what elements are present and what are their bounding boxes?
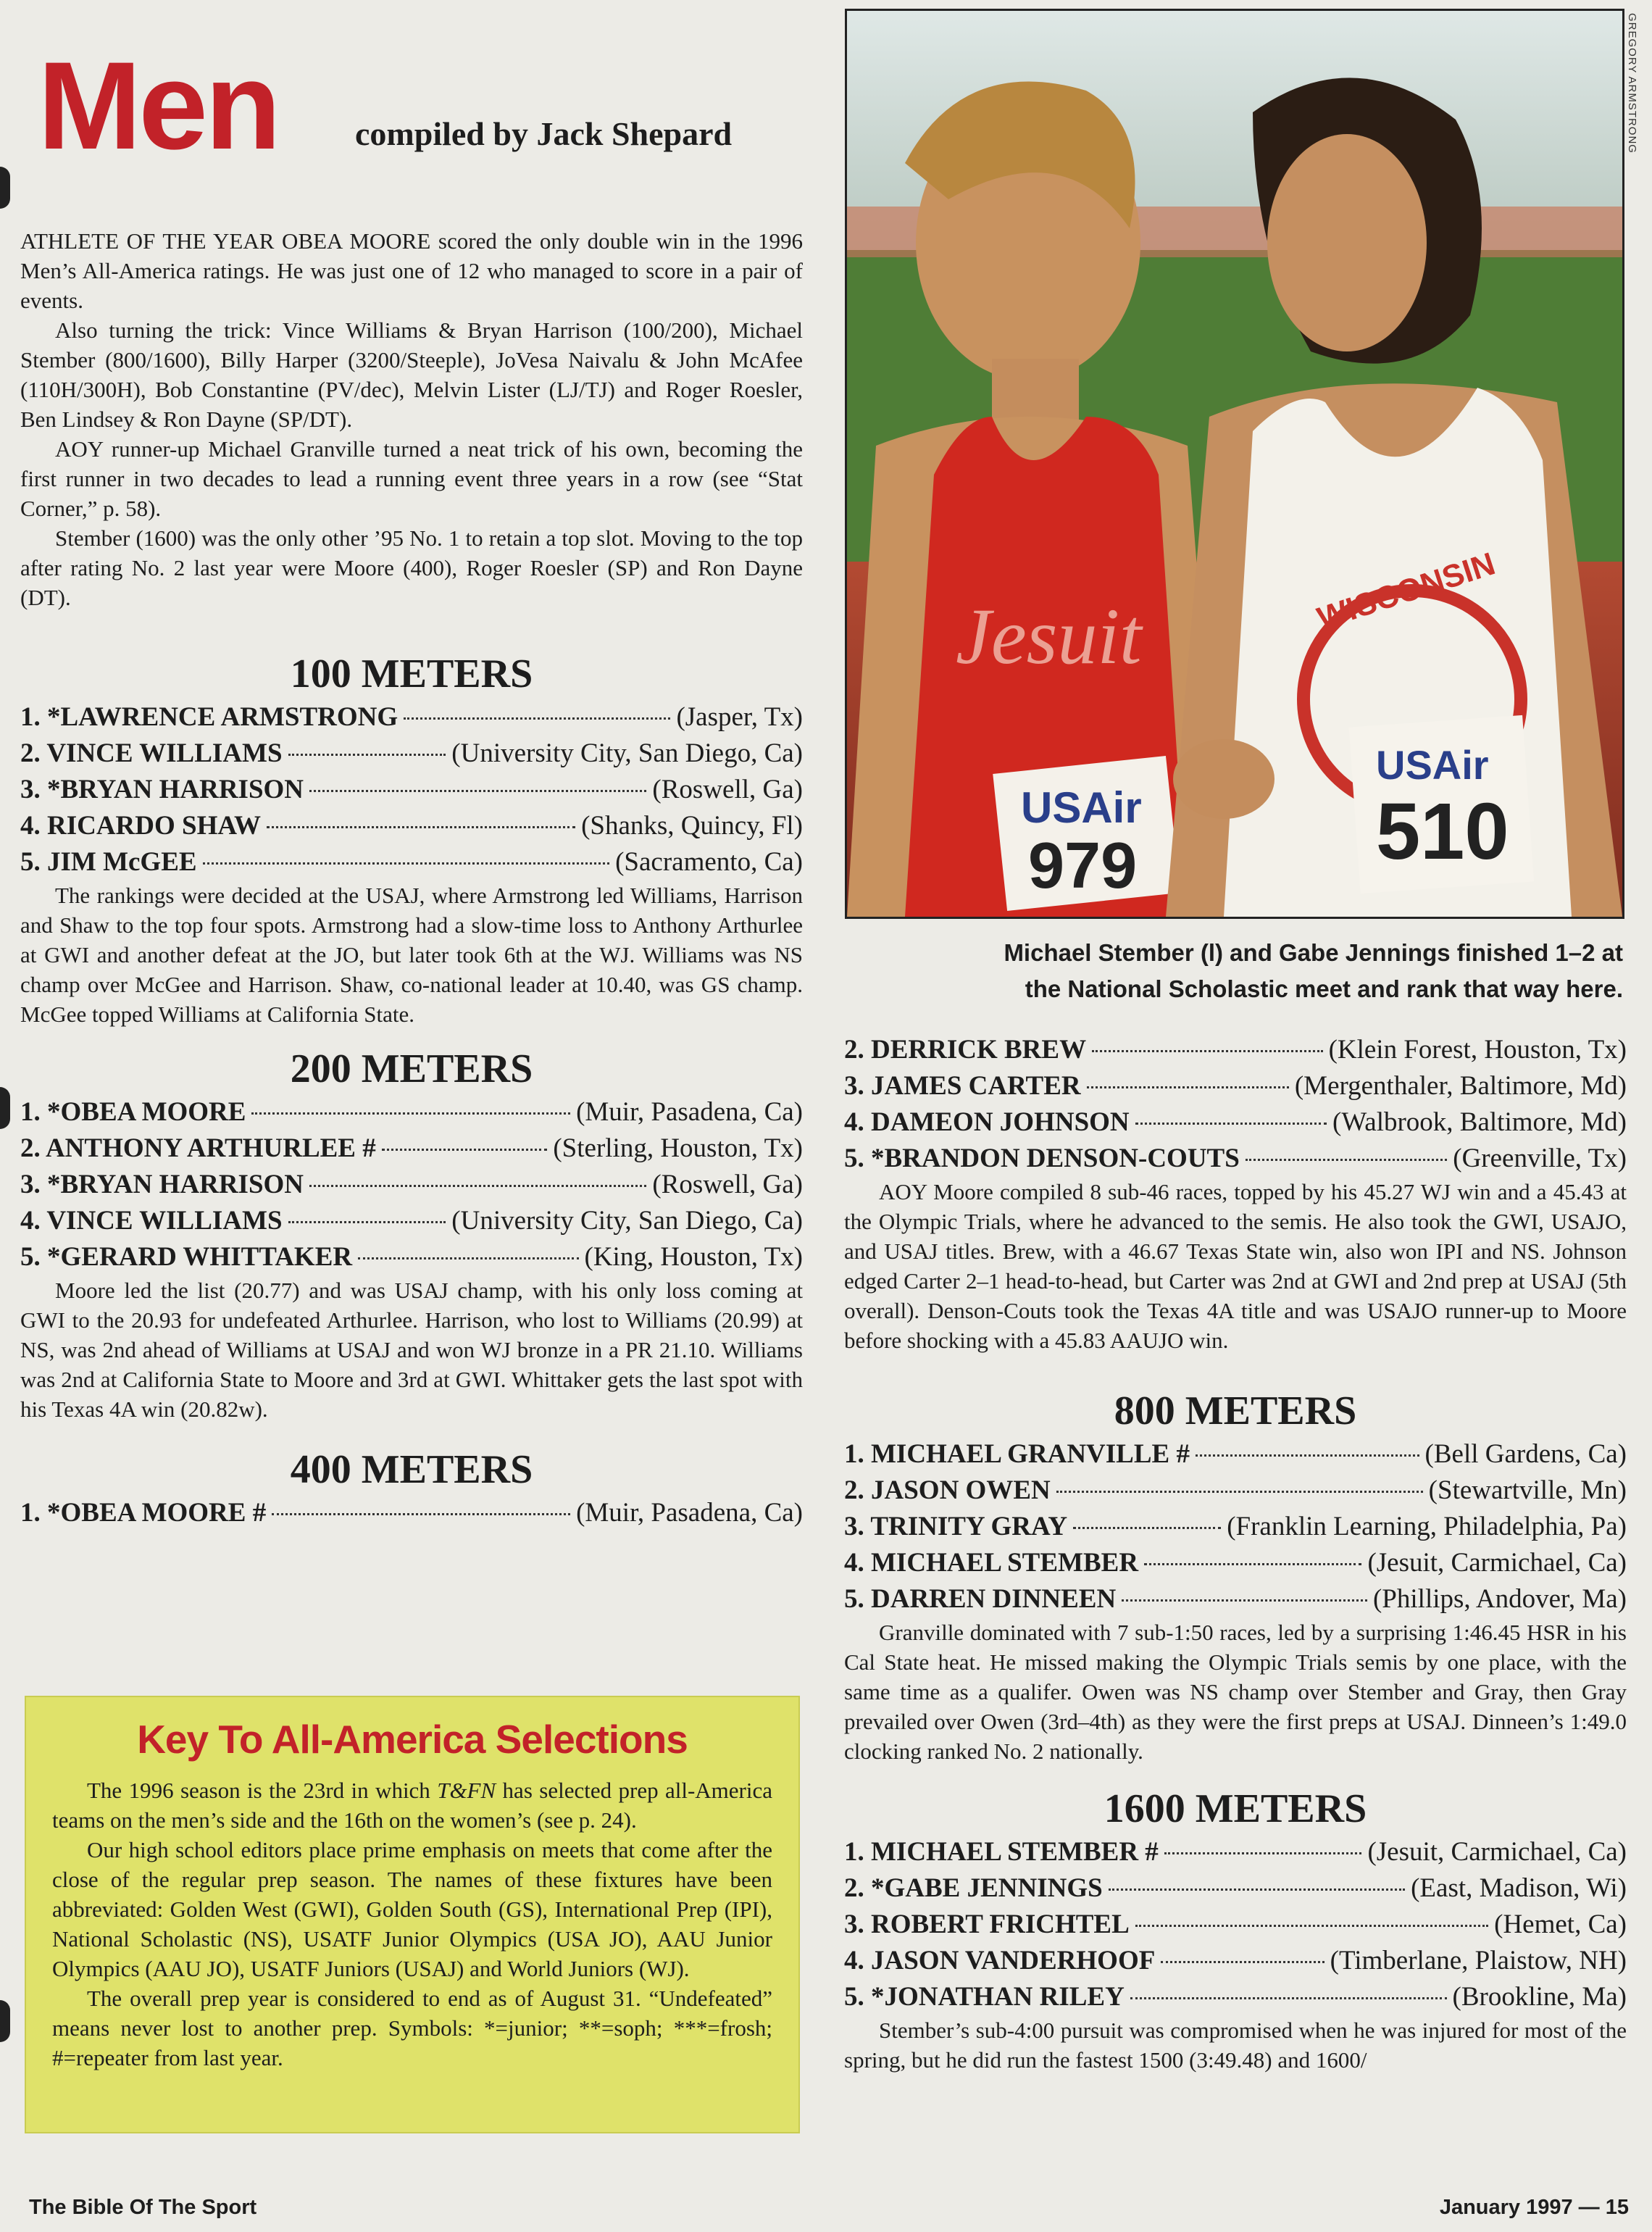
ranking-entry: [20, 1167, 803, 1203]
leader-dots: [1135, 1123, 1327, 1125]
school-name: (Hemet, Ca): [1494, 1910, 1627, 1939]
athlete-name: 4. MICHAEL STEMBER: [844, 1548, 1139, 1578]
athlete-name: 2. JASON OWEN: [844, 1475, 1051, 1505]
athletes-photo: [845, 9, 1624, 919]
section-title-100: 100 METERS: [290, 651, 533, 696]
athlete-name: 2. VINCE WILLIAMS: [20, 738, 283, 768]
leader-dots: [404, 717, 670, 720]
leader-dots: [1164, 1852, 1362, 1854]
ranking-entry: [844, 1141, 1627, 1177]
athlete-name: 5. *BRANDON DENSON-COUTS: [844, 1144, 1240, 1173]
key-box-body: [52, 1775, 772, 2073]
entries-400: [20, 1495, 803, 1531]
ranking-entry: [844, 1834, 1627, 1870]
athlete-name: 3. TRINITY GRAY: [844, 1512, 1068, 1541]
school-name: (Sacramento, Ca): [615, 847, 803, 877]
school-name: (Jesuit, Carmichael, Ca): [1367, 1548, 1627, 1578]
entries-1600: [844, 1834, 1627, 2015]
leader-dots: [1144, 1563, 1361, 1565]
school-name: (Bell Gardens, Ca): [1424, 1439, 1627, 1469]
ranking-entry: [20, 1495, 803, 1531]
leader-dots: [203, 862, 610, 865]
ranking-entry: [844, 1436, 1627, 1473]
photo-credit: GREGORY ARMSTRONG: [1626, 13, 1638, 154]
bib-sponsor-left: USAir: [1021, 783, 1142, 832]
bib-number-right: 510: [1376, 787, 1509, 876]
athlete-name: 1. MICHAEL GRANVILLE #: [844, 1439, 1190, 1469]
leader-dots: [272, 1513, 570, 1515]
ranking-entry: [20, 772, 803, 808]
key-text: The 1996 season is the 23rd in which: [87, 1778, 438, 1803]
key-paragraph: [52, 1775, 772, 1835]
athlete-name: 2. DERRICK BREW: [844, 1035, 1087, 1065]
intro-paragraph: Also turning the trick: Vince Williams & Bryan Harrison (100/200), Michael Stember (800/1600), Billy Harper (3200/Steeple), JoVesa Naivalu & John McAfee (110H/300H), Bob Constantine (PV/dec), Melvin Lister (LJ/TJ) and Roger Roesler, Ben Lindsey & Ron Dayne (SP/DT).: [20, 317, 803, 432]
ranking-entry: [844, 1104, 1627, 1141]
caption-line: the National Scholastic meet and rank that way here.: [1025, 975, 1623, 1002]
athlete-name: 1. *LAWRENCE ARMSTRONG: [20, 702, 399, 732]
intro-paragraph: AOY runner-up Michael Granville turned a neat trick of his own, becoming the first runner in two decades to lead a running event three years in a row (see “Stat Corner,” p. 58).: [20, 436, 803, 521]
section-note: The rankings were decided at the USAJ, where Armstrong led Williams, Harrison and Shaw to the top four spots. Armstrong had a slow-time loss to Anthony Arthurlee at GWI and another defeat at the JO, but later took 6th at the WJ. Williams was NS champ over McGee and Harrison. Shaw, co-national leader at 10.40, was GS champ. McGee topped Williams at California State.: [20, 883, 803, 1027]
footer-left: The Bible Of The Sport: [29, 2196, 257, 2219]
intro-paragraph: Stember (1600) was the only other ’95 No. 1 to retain a top slot. Moving to the top after rating No. 2 last year were Moore (400), Roger Roesler (SP) and Ron Dayne (DT).: [20, 525, 803, 610]
ranking-entry: [844, 1943, 1627, 1979]
school-name: (King, Houston, Tx): [584, 1242, 803, 1272]
page-title: Men: [38, 36, 278, 175]
ranking-entry: [844, 1509, 1627, 1545]
leader-dots: [1122, 1599, 1367, 1602]
athlete-name: 1. *OBEA MOORE #: [20, 1498, 267, 1528]
bib-sponsor-right: USAir: [1376, 742, 1489, 788]
school-name: (Stewartville, Mn): [1428, 1475, 1627, 1505]
school-name: (Roswell, Ga): [652, 775, 803, 804]
section-title-400: 400 METERS: [290, 1447, 533, 1492]
leader-dots: [1196, 1454, 1419, 1457]
school-name: (Walbrook, Baltimore, Md): [1332, 1107, 1627, 1137]
athlete-name: 4. RICARDO SHAW: [20, 811, 262, 841]
leader-dots: [1109, 1889, 1405, 1891]
school-name: (Jasper, Tx): [676, 702, 803, 732]
leader-dots: [382, 1149, 548, 1151]
school-name: (Brookline, Ma): [1452, 1982, 1627, 2012]
caption-line: Michael Stember (l) and Gabe Jennings finished 1–2 at: [1004, 939, 1623, 966]
school-name: (Timberlane, Plaistow, NH): [1330, 1946, 1627, 1975]
ranking-entry: [844, 1979, 1627, 2015]
ranking-entry: [20, 736, 803, 772]
school-name: (Mergenthaler, Baltimore, Md): [1294, 1071, 1627, 1101]
key-publication: T&FN: [437, 1778, 496, 1803]
leader-dots: [358, 1257, 578, 1259]
footer-right: January 1997 — 15: [1439, 2196, 1629, 2219]
athlete-name: 3. ROBERT FRICHTEL: [844, 1910, 1130, 1939]
section-note: Stember’s sub-4:00 pursuit was compromised when he was injured for most of the spring, but he did run the fastest 1500 (3:49.48) and 1600/: [844, 2017, 1627, 2073]
athlete-name: 3. JAMES CARTER: [844, 1071, 1081, 1101]
athlete-name: 3. *BRYAN HARRISON: [20, 1170, 304, 1199]
key-paragraph: Our high school editors place prime emphasis on meets that come after the close of the regular prep season. The names of these fixtures have been abbreviated: Golden West (GWI), Golden South (GS), International Prep (IPI), National Scholastic (NS), USATF Junior Olympics (USA JO), AAU Junior Olympics (AAU JO), USATF Juniors (USAJ) and World Juniors (WJ).: [52, 1837, 772, 1981]
school-name: (Sterling, Houston, Tx): [553, 1133, 803, 1163]
binder-hole: [0, 167, 10, 209]
leader-dots: [288, 754, 446, 756]
leader-dots: [1092, 1050, 1322, 1052]
athlete-name: 4. JASON VANDERHOOF: [844, 1946, 1156, 1975]
school-name: (Franklin Learning, Philadelphia, Pa): [1227, 1512, 1627, 1541]
school-name: (East, Madison, Wi): [1411, 1873, 1627, 1903]
binder-hole: [0, 1087, 10, 1129]
school-name: (Muir, Pasadena, Ca): [576, 1097, 803, 1127]
leader-dots: [1135, 1925, 1488, 1927]
school-name: (University City, San Diego, Ca): [451, 1206, 803, 1236]
school-name: (Roswell, Ga): [652, 1170, 803, 1199]
school-name: (Greenville, Tx): [1453, 1144, 1627, 1173]
athlete-name: 5. *JONATHAN RILEY: [844, 1982, 1125, 2012]
section-note: AOY Moore compiled 8 sub-46 races, topped by his 45.27 WJ win and a 45.43 at the Olympic Trials, where he advanced to the semis. He also took the GWI, USAJO, and USAJ titles. Brew, with a 46.67 Texas State win, also won IPI and NS. Johnson edged Carter 2–1 head-to-head, but Carter was 2nd at GWI and 2nd prep at USAJ (5th overall). Denson-Couts took the Texas 4A title and was USAJO runner-up to Moore before shocking with a 45.83 AAUJO win.: [844, 1179, 1627, 1353]
section-note: Moore led the list (20.77) and was USAJ champ, with his only loss coming at GWI to the 20.93 for undefeated Arthurlee. Harrison, who lost to Williams (20.99) at NS, was 2nd ahead of Williams at USAJ and won WJ bronze in a PR 21.10. Williams was 2nd at California State to Moore and 3rd at GWI. Whittaker gets the last spot with his Texas 4A win (20.82w).: [20, 1278, 803, 1422]
shirt-text-left: Jesuit: [956, 592, 1142, 680]
athlete-name: 2. *GABE JENNINGS: [844, 1873, 1103, 1903]
leader-dots: [1130, 1997, 1447, 1999]
bib-number-left: 979: [1028, 830, 1138, 902]
athlete-name: 1. *OBEA MOORE: [20, 1097, 246, 1127]
athlete-name: 4. VINCE WILLIAMS: [20, 1206, 283, 1236]
athlete-name: 5. *GERARD WHITTAKER: [20, 1242, 353, 1272]
leader-dots: [251, 1112, 570, 1115]
athlete-name: 1. MICHAEL STEMBER #: [844, 1837, 1159, 1867]
photo-illustration: [847, 11, 1622, 917]
school-name: (Jesuit, Carmichael, Ca): [1367, 1837, 1627, 1867]
key-paragraph: The overall prep year is considered to end as of August 31. “Undefeated” means never lost to another prep. Symbols: *=junior; **=soph; ***=frosh; #=repeater from last year.: [52, 1986, 772, 2070]
athlete-name: 3. *BRYAN HARRISON: [20, 775, 304, 804]
ranking-entry: [20, 1094, 803, 1130]
ranking-entry: [844, 1068, 1627, 1104]
ranking-entry: [844, 1870, 1627, 1907]
key-text: has selected prep all-America teams on the men’s side and the 16th on the women’s (see p. 24).: [52, 1778, 772, 1833]
key-box-title: Key To All-America Selections: [137, 1717, 688, 1762]
byline: compiled by Jack Shepard: [355, 115, 733, 152]
ranking-entry: [20, 1239, 803, 1275]
athlete-name: 5. DARREN DINNEEN: [844, 1584, 1117, 1614]
ranking-entry: [20, 1203, 803, 1239]
athlete-name: 2. ANTHONY ARTHURLEE #: [20, 1133, 376, 1163]
entries-800: [844, 1436, 1627, 1617]
section-title-200: 200 METERS: [290, 1046, 533, 1091]
entries-200: [20, 1094, 803, 1275]
right-column: [844, 1032, 1627, 2075]
school-name: (Phillips, Andover, Ma): [1372, 1584, 1627, 1614]
school-name: (Muir, Pasadena, Ca): [576, 1498, 803, 1528]
binder-hole: [0, 2000, 10, 2042]
ranking-entry: [20, 699, 803, 736]
leader-dots: [288, 1221, 446, 1223]
ranking-entry: [844, 1581, 1627, 1617]
ranking-entry: [20, 844, 803, 880]
ranking-entry: [844, 1473, 1627, 1509]
ranking-entry: [844, 1032, 1627, 1068]
ranking-entry: [20, 808, 803, 844]
leader-dots: [1161, 1961, 1324, 1963]
entries-100: [20, 699, 803, 880]
leader-dots: [267, 826, 575, 828]
leader-dots: [1056, 1491, 1423, 1493]
section-title-800: 800 METERS: [1114, 1388, 1357, 1433]
school-name: (Klein Forest, Houston, Tx): [1328, 1035, 1627, 1065]
athlete-name: 5. JIM McGEE: [20, 847, 197, 877]
shirt-text-right: WISCONSIN: [1313, 546, 1500, 637]
left-column: [20, 226, 803, 1531]
leader-dots: [309, 1185, 646, 1187]
leader-dots: [1087, 1086, 1289, 1088]
leader-dots: [1073, 1527, 1221, 1529]
school-name: (Shanks, Quincy, Fl): [581, 811, 803, 841]
section-note: Granville dominated with 7 sub-1:50 races, led by a surprising 1:46.45 HSR in his Cal State heat. He missed making the Olympic Trials semis by one place, with the same time as a qualifer. Owen was NS champ over Stember and Gray, then Gray prevailed over Owen (3rd–4th) as they were the first preps at USAJ. Dinneen’s 1:49.0 clocking ranked No. 2 nationally.: [844, 1620, 1627, 1764]
athlete-name: 4. DAMEON JOHNSON: [844, 1107, 1130, 1137]
intro-paragraph: ATHLETE OF THE YEAR OBEA MOORE scored the only double win in the 1996 Men’s All-America ratings. He was just one of 12 who managed to score in a pair of events.: [20, 228, 803, 313]
leader-dots: [309, 790, 646, 792]
section-title-1600: 1600 METERS: [1104, 1786, 1367, 1831]
school-name: (University City, San Diego, Ca): [451, 738, 803, 768]
entries-400-continued: [844, 1032, 1627, 1177]
leader-dots: [1246, 1159, 1447, 1161]
key-box: [25, 1696, 800, 2133]
ranking-entry: [844, 1907, 1627, 1943]
ranking-entry: [20, 1130, 803, 1167]
ranking-entry: [844, 1545, 1627, 1581]
photo-caption: [848, 935, 1623, 1007]
